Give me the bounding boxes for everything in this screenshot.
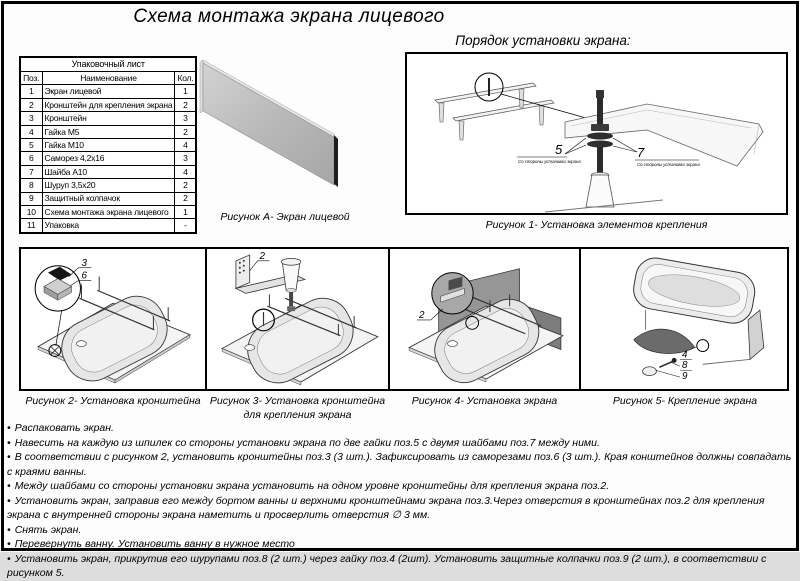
col-header-qty: Кол.	[175, 72, 197, 85]
figure-5-label-8: 8	[682, 360, 688, 372]
instruction-item: • Навесить на каждую из шпилек со стороны установки экрана по две гайки поз.5 с двумя шайбами поз.7 между ними.	[7, 436, 600, 449]
figure-2-drawing	[21, 249, 205, 385]
figure-5-cell	[581, 249, 787, 389]
figure-5-label-4: 4	[682, 349, 688, 361]
figure-1-drawing	[407, 54, 786, 213]
table-row: 8 Шуруп 3,5х20 2	[20, 179, 196, 192]
figure-5-drawing	[581, 249, 787, 385]
figure-1-label-5: 5	[555, 142, 563, 157]
figures-row	[19, 247, 789, 391]
bullet: •	[7, 480, 11, 492]
table-row: 6 Саморез 4,2х16 3	[20, 152, 196, 165]
bullet: •	[7, 451, 11, 463]
table-row: 11 Упаковка -	[20, 219, 196, 233]
figure-3-drawing	[207, 249, 388, 385]
figure-3-cell	[207, 249, 390, 389]
figure-4-drawing	[390, 249, 579, 385]
bullet: •	[7, 422, 11, 434]
instructions-list	[7, 421, 795, 581]
figure-1-label-7: 7	[637, 145, 645, 160]
bullet: •	[7, 436, 11, 449]
col-header-pos: Поз.	[20, 72, 42, 85]
table-row: 7 Шайба А10 4	[20, 165, 196, 178]
instruction-item: • Распаковать экран.	[7, 422, 114, 434]
table-header-row	[20, 72, 196, 85]
figure-5-label-9: 9	[682, 371, 688, 383]
figure-a-screen-panel-drawing	[190, 54, 380, 206]
figure-4-label-2: 2	[418, 309, 425, 321]
figure-2-cell	[21, 249, 207, 389]
figure-3-label-2: 2	[259, 250, 266, 262]
installation-heading: Порядок установки экрана:	[455, 33, 631, 48]
packing-list-table	[19, 56, 197, 234]
instruction-item: • Установить экран, заправив его между бортом ванны и верхними кронштейнами экрана поз.3.Через отверстия в кронштейнах поз.2 для крепления экрана с внутренней стороны экрана наметить и просверлить отверстия ∅ 3 мм.	[7, 494, 765, 521]
figure-2-label-6: 6	[81, 270, 87, 282]
table-row: 10 Схема монтажа экрана лицевого 1	[20, 205, 196, 218]
instruction-item: • Снять экран.	[7, 523, 82, 536]
table-row: 4 Гайка М5 2	[20, 125, 196, 138]
figure-2-label-3: 3	[81, 257, 87, 269]
bullet: •	[7, 538, 11, 550]
table-row: 9 Защитный колпачок 2	[20, 192, 196, 205]
figure-1-note-5: Со стороны установки экрана	[518, 159, 581, 164]
instruction-item: • В соответствии с рисунком 2, установить кронштейны поз.3 (3 шт.). Зафиксировать из саморезами поз.6 (3 шт.). Края конштейнов должны совпадать с краями ванны.	[7, 451, 792, 478]
figure-1-note-7: Со стороны установки экрана	[637, 162, 700, 167]
figure-3-caption-line2: для крепления экрана	[243, 408, 352, 421]
figure-3-caption	[205, 395, 390, 422]
page-title: Схема монтажа экрана лицевого	[133, 6, 445, 27]
table-row: 3 Кронштейн 3	[20, 112, 196, 125]
table-row: 5 Гайка М10 4	[20, 138, 196, 151]
table-row: 1 Экран лицевой 1	[20, 85, 196, 98]
instruction-item: • Установить экран, прикрутив его шурупами поз.8 (2 шт.) через гайку поз.4 (2шт). Установить защитные колпачки поз.9 (2 шт.), в соответствии с рисунком 5.	[7, 552, 767, 579]
table-row: 2 Кронштейн для крепления экрана 2	[20, 98, 196, 111]
figure-1-caption: Рисунок 1- Установка элементов крепления	[485, 219, 708, 231]
instruction-item: • Перевернуть ванну. Установить ванну в нужное место	[7, 538, 295, 550]
figure-2-caption: Рисунок 2- Установка кронштейна	[25, 395, 201, 407]
figure-5-caption: Рисунок 5- Крепление экрана	[612, 395, 758, 407]
packing-list-title: Упаковочный лист	[20, 57, 196, 72]
figure-1-box	[405, 52, 788, 215]
bullet: •	[7, 494, 11, 507]
figure-a-caption: Рисунок А- Экран лицевой	[220, 211, 350, 223]
figure-3-caption-line1: Рисунок 3- Установка кронштейна	[209, 395, 386, 407]
figure-4-caption: Рисунок 4- Установка экрана	[411, 395, 558, 407]
instruction-item: • Между шайбами со стороны установки экрана установить на одном уровне кронштейны для крепления экрана поз.2.	[7, 480, 610, 492]
figure-4-cell	[390, 249, 581, 389]
bullet: •	[7, 523, 11, 536]
bullet: •	[7, 552, 11, 565]
col-header-name: Наименование	[42, 72, 175, 85]
